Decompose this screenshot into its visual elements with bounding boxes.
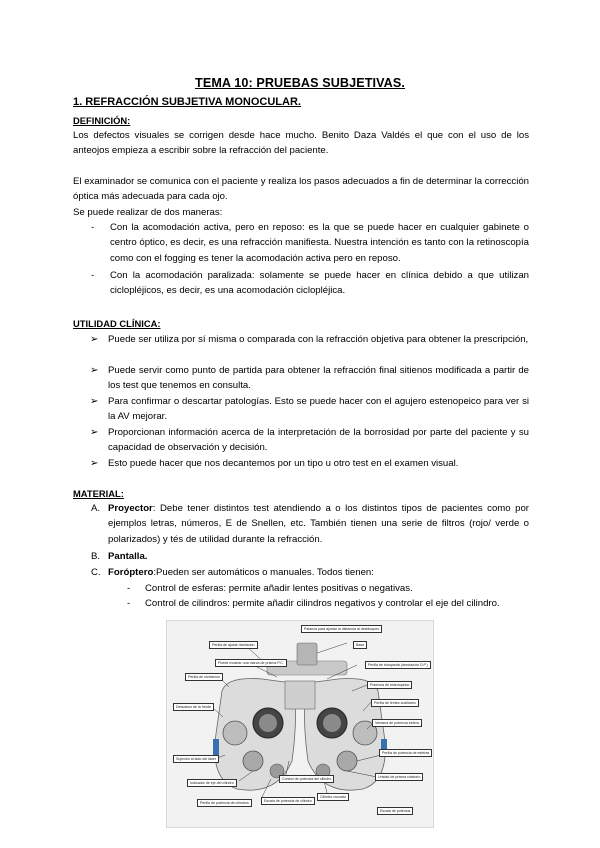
phoropter-figure — [166, 620, 434, 828]
figure-label: Perilla de potencia de cilindros — [197, 799, 252, 807]
material-item-b — [108, 549, 529, 564]
definicion-paragraph-2: El examinador se comunica con el paciente y realiza los pasos adecuados a fin de determinar la corrección óptica más adecuada para cada ojo. — [73, 176, 529, 203]
definicion-item-2: Con la acomodación paralizada: solamente se puede hacer en clínica debido a que utilizan ciclopléjicos, es decir, es una acomodación ciclopléjica. — [110, 270, 529, 297]
dash-marker: - — [127, 583, 131, 594]
material-c-text: :Pueden ser automáticos o manuales. Todos tienen: — [153, 567, 374, 578]
figure-label: Perilla de potencia de esferas — [379, 749, 432, 757]
section-heading: 1. REFRACCIÓN SUBJETIVA MONOCULAR. — [73, 96, 301, 108]
material-heading: MATERIAL: — [73, 488, 124, 499]
material-c-label: Foróptero — [108, 567, 154, 578]
figure-label: Perilla de ajuste nivelación — [209, 641, 258, 649]
list-marker: A. — [91, 503, 101, 514]
list-marker: C. — [91, 567, 101, 578]
figure-label: Escala de potencia de cilindro — [261, 797, 315, 805]
dash-marker: - — [127, 598, 131, 609]
figure-label: Unidad de prisma rotatorio — [375, 773, 423, 781]
material-a-text: : Debe tener distintos test atendiendo a o los distintos tipos de pacientes como por ejemplos letras, números, E de Snellen, etc. También tienen una serie de filtros (rojo/ verde o polarizados) y tés de utilidad durante la refracción. — [108, 503, 529, 545]
material-sub-1: Control de esferas: permite añadir lentes positivas o negativas. — [145, 583, 413, 594]
figure-label: Sujeción al lado del láser — [173, 755, 219, 763]
utilidad-heading: UTILIDAD CLÍNICA: — [73, 318, 161, 329]
definicion-paragraph-1: Los defectos visuales se corrigen desde hace mucho. Benito Daza Valdés el que con el uso de los anteojos empieza a escribir sobre la refracción del paciente. — [73, 130, 529, 157]
dash-marker: - — [91, 270, 95, 281]
arrow-bullet-icon: ➢ — [90, 365, 99, 376]
list-marker: B. — [91, 551, 101, 562]
figure-label: Potencia de estenopeico — [367, 681, 412, 689]
figure-label: Indicador de eje del cilindro — [187, 779, 237, 787]
arrow-bullet-icon: ➢ — [90, 458, 99, 469]
figure-label: Ventana de potencia esfera — [372, 719, 422, 727]
utilidad-item-5: Esto puede hacer que nos decantemos por un tipo u otro test en el examen visual. — [108, 458, 459, 469]
figure-label: Base — [353, 641, 367, 649]
figure-label: Cilindro cruzado — [317, 793, 349, 801]
material-sub-2: Control de cilindros: permite añadir cilindros negativos y controlar el eje del cilindro. — [145, 598, 500, 609]
arrow-bullet-icon: ➢ — [90, 334, 99, 345]
definicion-paragraph-3: Se puede realizar de dos maneras: — [73, 207, 223, 218]
utilidad-item-2: Puede servir como punto de partida para obtener la refracción final sitienos modificada a partir de los test que tenemos en consulta. — [108, 365, 529, 392]
utilidad-item-4: Proporcionan información acerca de la interpretación de la borrosidad por parte del paciente y su capacidad de observación y decisión. — [108, 427, 529, 454]
figure-label: Puede mostrar una marca de prisma P.C. — [215, 659, 287, 667]
figure-label: Control de potencia del cilindro — [279, 775, 334, 783]
figure-label: Perilla de nivelación — [185, 673, 223, 681]
material-item-a — [108, 501, 529, 547]
figure-label: Escala de potencia — [377, 807, 413, 815]
material-b-label: Pantalla. — [108, 551, 148, 562]
figure-label: Descanso de la frente — [173, 703, 214, 711]
utilidad-item-3: Para confirmar o descartar patologías. Esto se puede hacer con el agujero estenopeico para ver si la AV mejorar. — [108, 396, 529, 423]
figure-label: Palanca para ajustar la distancia al desbloqueo — [301, 625, 382, 633]
page-title: TEMA 10: PRUEBAS SUBJETIVAS. — [195, 76, 405, 90]
arrow-bullet-icon: ➢ — [90, 396, 99, 407]
definicion-item-1: Con la acomodación activa, pero en reposo: es la que se puede hacer en cualquier gabinete o centro óptico, es decir, es una refracción manifiesta. Nuestra intención es tanto con la retinoscopía como con el fogging es tener la acomodación activa pero en reposo. — [110, 222, 529, 264]
figure-label: Perilla de lentes auxiliares — [371, 699, 419, 707]
material-item-c — [108, 565, 529, 580]
definicion-heading: DEFINICIÓN: — [73, 115, 131, 126]
material-a-label: Proyector — [108, 503, 153, 514]
arrow-bullet-icon: ➢ — [90, 427, 99, 438]
utilidad-item-1: Puede ser utiliza por sí misma o comparada con la refracción objetiva para obtener la prescripción, — [108, 334, 529, 345]
figure-label: Perilla de búsqueda (desviación D.P.) — [365, 661, 431, 669]
dash-marker: - — [91, 222, 95, 233]
